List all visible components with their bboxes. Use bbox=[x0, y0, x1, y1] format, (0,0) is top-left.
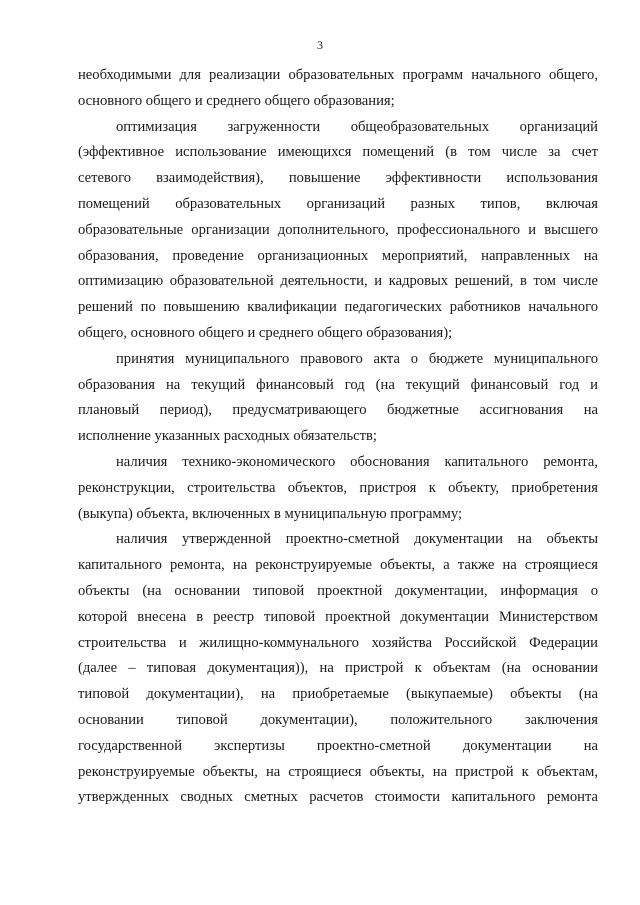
text-line: строительства и жилищно-коммунального хозяйства Российской Федерации bbox=[78, 634, 598, 651]
text-line: (выкупа) объекта, включенных в муниципальную программу; bbox=[78, 505, 463, 522]
text-line: оптимизацию образовательной деятельности, и кадровых решений, в том числе bbox=[78, 273, 598, 290]
document-body bbox=[78, 63, 598, 811]
page-number: 3 bbox=[317, 38, 323, 52]
text-line: утвержденных сводных сметных расчетов стоимости капитального ремонта bbox=[78, 789, 598, 806]
text-line: (эффективное использование имеющихся помещений (в том числе за счет bbox=[78, 144, 598, 161]
text-line: необходимыми для реализации образовательных программ начального общего, bbox=[78, 67, 598, 83]
text-line: общего, основного общего и среднего общего образования); bbox=[78, 324, 453, 341]
text-line: сетевого взаимодействия), повышение эффективности использования bbox=[78, 170, 598, 187]
text-line: основного общего и среднего общего образования; bbox=[78, 92, 395, 109]
text-line: образования на текущий финансовый год (на текущий финансовый год и bbox=[78, 376, 598, 393]
text-line: основании типовой документации), положительного заключения bbox=[78, 711, 598, 728]
text-line: (далее – типовая документация)), на пристрой к объектам (на основании bbox=[78, 660, 598, 677]
text-line: государственной экспертизы проектно-сметной документации на bbox=[78, 737, 598, 754]
text-line: оптимизация загруженности общеобразовательных организаций bbox=[116, 118, 598, 135]
paragraph bbox=[78, 450, 598, 527]
text-line: типовой документации), на приобретаемые (выкупаемые) объекты (на bbox=[78, 686, 598, 703]
text-line: наличия утвержденной проектно-сметной документации на объекты bbox=[116, 531, 598, 548]
text-line: плановый период), предусматривающего бюджетные ассигнования на bbox=[78, 402, 598, 419]
text-line: наличия технико-экономического обоснования капитального ремонта, bbox=[116, 453, 598, 470]
text-line: исполнение указанных расходных обязательств; bbox=[78, 428, 377, 445]
text-line: реконструируемые объекты, на строящиеся объекты, на пристрой к объектам, bbox=[78, 763, 598, 780]
paragraph bbox=[78, 115, 598, 347]
text-line: помещений образовательных организаций разных типов, включая bbox=[78, 195, 598, 212]
text-line: образовательные организации дополнительного, профессионального и высшего bbox=[78, 221, 598, 238]
paragraph bbox=[78, 63, 598, 115]
text-line: образования, проведение организационных мероприятий, направленных на bbox=[78, 247, 598, 264]
paragraph bbox=[78, 527, 598, 811]
paragraph bbox=[78, 347, 598, 450]
text-line: объекты (на основании типовой проектной документации, информация о bbox=[78, 582, 598, 599]
text-line: реконструкции, строительства объектов, пристроя к объекту, приобретения bbox=[78, 479, 598, 496]
text-line: принятия муниципального правового акта о бюджете муниципального bbox=[116, 350, 598, 367]
text-line: которой внесена в реестр типовой проектной документации Министерством bbox=[78, 608, 598, 625]
text-line: решений по повышению квалификации педагогических работников начального bbox=[78, 299, 598, 316]
text-line: капитального ремонта, на реконструируемые объекты, а также на строящиеся bbox=[78, 557, 598, 574]
